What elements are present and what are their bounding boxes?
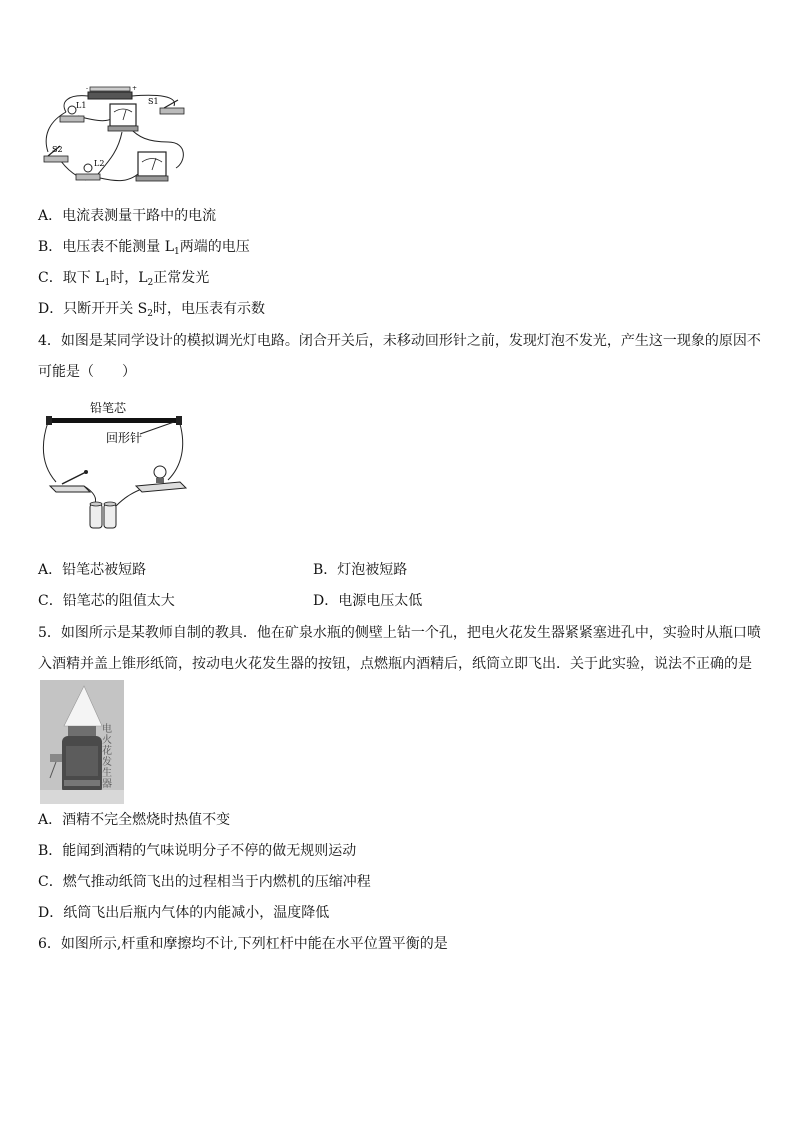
svg-text:+: +	[132, 85, 138, 92]
q3-circuit-svg	[38, 82, 190, 194]
q6-stem: 6．如图所示,杆重和摩擦均不计,下列杠杆中能在水平位置平衡的是	[38, 936, 448, 952]
subscript: 2	[147, 309, 154, 319]
q4-stem-line2: 可能是（ ）	[38, 364, 136, 380]
option-text-post: 正常发光	[153, 270, 210, 286]
q3-circuit-figure	[38, 82, 190, 194]
q5-option-b[interactable]: B．能闻到酒精的气味说明分子不停的做无规则运动	[38, 843, 357, 859]
q3-label-s1: S1	[148, 97, 159, 106]
q4-option-b[interactable]: B．灯泡被短路	[313, 562, 408, 578]
q5-option-d[interactable]: D．纸筒飞出后瓶内气体的内能减小，温度降低	[38, 905, 330, 921]
option-label: C．	[38, 270, 63, 286]
q4-stem-line1: 4．如图是某同学设计的模拟调光灯电路。闭合开关后，未移动回形针之前，发现灯泡不发光，产生这一现象的原因不	[38, 333, 761, 349]
option-text-mid: 时，L	[110, 270, 148, 286]
option-label: B．	[38, 239, 63, 255]
q5-stem-line2: 入酒精并盖上锥形纸筒，按动电火花发生器的按钮，点燃瓶内酒精后，纸筒立即飞出．关于此实验，说法不正确的是	[38, 656, 752, 672]
option-text-post: 两端的电压	[179, 239, 250, 255]
option-text-pre: 电压表不能测量 L	[62, 239, 175, 255]
q3-label-s2: S2	[52, 145, 63, 154]
q4-option-c[interactable]: C．铅笔芯的阻值太大	[38, 593, 175, 609]
q3-option-d[interactable]	[38, 299, 265, 321]
q4-circuit-figure	[40, 396, 190, 536]
q3-option-a[interactable]	[38, 206, 216, 226]
option-text: 电流表测量干路中的电流	[62, 208, 217, 224]
option-text-pre: 取下 L	[62, 270, 105, 286]
q3-label-l1: L1	[76, 101, 87, 110]
q4-circuit-svg	[40, 396, 190, 536]
q4-label-clip: 回形针	[106, 431, 143, 445]
q5-option-a[interactable]: A．酒精不完全燃烧时热值不变	[38, 812, 231, 828]
option-text-pre: 只断开开关 S	[63, 301, 148, 317]
q4-option-d[interactable]: D．电源电压太低	[313, 593, 423, 609]
option-label: A．	[38, 208, 63, 224]
subscript: 2	[147, 278, 154, 288]
q4-option-a[interactable]: A．铅笔芯被短路	[38, 562, 147, 578]
q5-option-c[interactable]: C．燃气推动纸筒飞出的过程相当于内燃机的压缩冲程	[38, 874, 371, 890]
option-text-post: 时，电压表有示数	[153, 301, 266, 317]
q5-photo	[40, 680, 124, 804]
subscript: 1	[174, 247, 180, 257]
q3-option-b[interactable]	[38, 237, 250, 259]
svg-text:-: -	[86, 85, 89, 92]
subscript: 1	[104, 278, 111, 288]
q3-option-c[interactable]	[38, 268, 209, 290]
q4-label-pencil: 铅笔芯	[90, 401, 127, 415]
option-label: D．	[38, 301, 64, 317]
q3-label-l2: L2	[94, 159, 105, 168]
q5-stem-line1: 5．如图所示是某教师自制的教具．他在矿泉水瓶的侧壁上钻一个孔，把电火花发生器紧紧塞进孔中，实验时从瓶口喷	[38, 625, 761, 641]
q5-label-device: 电火花发生器	[102, 724, 112, 790]
